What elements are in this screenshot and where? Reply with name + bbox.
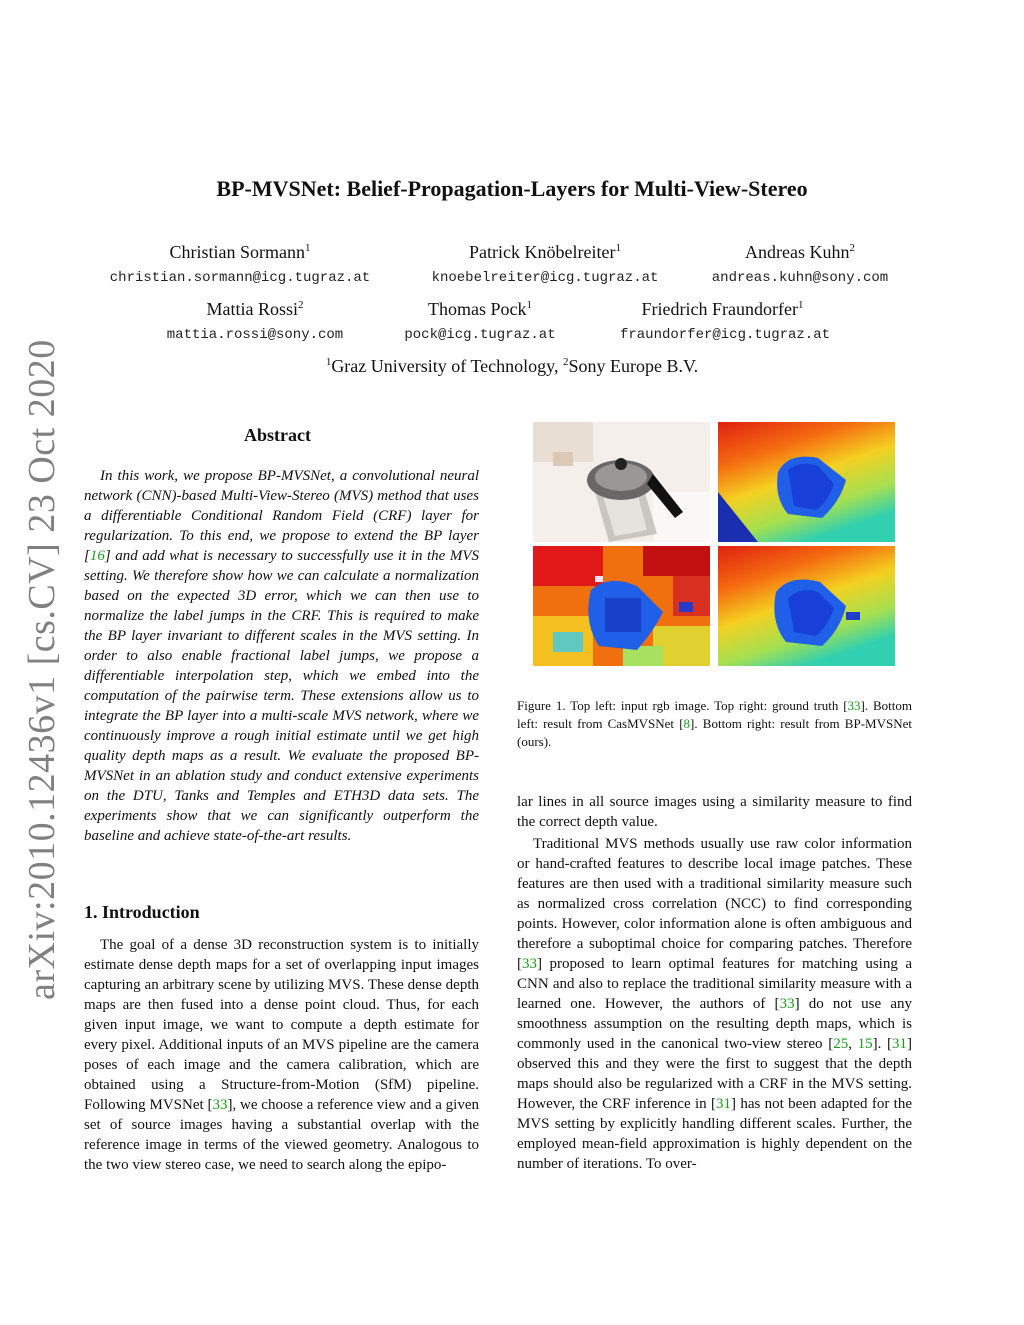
affiliations: $^1$Graz University of Technology, $^2$Sony Europe B.V. [325, 356, 699, 376]
author-email: christian.sormann@icg.tugraz.at [109, 270, 371, 286]
citation-link[interactable]: 33 [522, 956, 537, 972]
input-rgb-image [533, 422, 710, 542]
paragraph: lar lines in all source images using a similarity measure to find the correct depth value. [517, 794, 912, 830]
author-email: fraundorfer@icg.tugraz.at [619, 327, 831, 343]
abstract-heading: Abstract [244, 425, 311, 445]
figure-1-caption: Figure 1. Top left: input rgb image. Top right: ground truth [33]. Bottom left: result from CasMVSNet [8]. Bottom right: result from BP-MVSNet (ours). [517, 698, 912, 749]
author-name: Friedrich Fraundorfer$^1$ [641, 299, 804, 319]
paragraph: Traditional MVS methods usually use raw color information or hand-crafted features to describe local image patches. These features are then used with a traditional similarity measure such as normalized cross correlation (NCC) to find corresponding points. However, color information alone is often ambiguous and therefore a suboptimal choice for comparing patches. Therefore [33] proposed to learn optimal features for matching using a CNN and also to replace the traditional similarity measure with a learned one. However, the authors of [33] do not use any smoothness assumption on the resulting depth maps, which is commonly used in the canonical two-view stereo [25, 15]. [31] observed this and they were the first to suggest that the depth maps should also be regularized with a CRF in the MVS setting. However, the CRF inference in [31] has not been adapted for the MVS setting by explicitly handling different scales. Further, the employed mean-field approximation is highly dependent on the number of iterations. To over- [517, 836, 913, 1172]
casmvsnet-result [533, 546, 710, 666]
author-email: knoebelreiter@icg.tugraz.at [431, 270, 659, 286]
citation-link[interactable]: 16 [89, 548, 105, 564]
citation-link[interactable]: 8 [683, 716, 691, 731]
author-email: mattia.rossi@sony.com [166, 327, 344, 343]
citation-link[interactable]: 15 [857, 1036, 873, 1052]
citation-link[interactable]: 25 [833, 1036, 849, 1052]
author-name: Christian Sormann$^1$ [169, 242, 311, 262]
citation-link[interactable]: 33 [212, 1097, 228, 1113]
section-heading-introduction: 1. Introduction [84, 902, 200, 922]
ground-truth-depth [718, 422, 895, 542]
author-name: Andreas Kuhn$^2$ [745, 242, 855, 262]
figure-1 [533, 422, 895, 666]
abstract-body: In this work, we propose BP-MVSNet, a convolutional neural network (CNN)-based Multi-View-Stereo (MVS) method that uses a differentiable Conditional Random Field (CRF) layer for regularization. To this end, we propose to extend the BP layer [16] and add what is necessary to successfully use it in the MVS setting. We therefore show how we can calculate a normalization based on the expected 3D error, which we can then use to normalize the label jumps in the CRF. This is required to make the BP layer invariant to different scales in the MVS setting. In order to also enable fractional label jumps, we propose a differentiable interpolation step, which we embed into the computation of the pairwise term. These extensions allow us to integrate the BP layer into a multi-scale MVS network, where we continuously improve a rough initial estimate until we get high quality depth maps as a result. We evaluate the proposed BP-MVSNet in an ablation study and conduct extensive experiments on the DTU, Tanks and Temples and ETH3D data sets. The experiments show that we can significantly outperform the baseline and achieve state-of-the-art results. [84, 468, 479, 844]
author-name: Thomas Pock$^1$ [428, 299, 532, 319]
citation-link[interactable]: 33 [779, 996, 795, 1012]
author-name: Patrick Knöbelreiter$^1$ [469, 242, 621, 262]
author-email: andreas.kuhn@sony.com [711, 270, 889, 286]
author-email: pock@icg.tugraz.at [404, 327, 556, 343]
citation-link[interactable]: 33 [847, 698, 861, 713]
bp-mvsnet-result [718, 546, 895, 666]
arxiv-identifier: arXiv:2010.12436v1 [cs.CV] 23 Oct 2020 [21, 339, 63, 1000]
intro-body: The goal of a dense 3D reconstruction system is to initially estimate dense depth maps for a set of overlapping input images capturing an arbitrary scene by utilizing MVS. These dense depth maps are then fused into a dense point cloud. Thus, for each given input image, we want to compute a depth estimate for every pixel. Additional inputs of an MVS pipeline are the camera poses of each image and the camera calibration, which are obtained using a Structure-from-Motion (SfM) pipeline. Following MVSNet [33], we choose a reference view and a given set of source images having a substantial overlap with the reference image in terms of the viewed geometry. Analogous to the two view stereo case, we need to search along the epipo- [84, 937, 479, 1173]
citation-link[interactable]: 31 [715, 1096, 731, 1112]
citation-link[interactable]: 31 [892, 1036, 908, 1052]
author-name: Mattia Rossi$^2$ [206, 299, 304, 319]
paper-title: BP-MVSNet: Belief-Propagation-Layers for Multi-View-Stereo [216, 176, 808, 201]
right-column-body [517, 792, 912, 1174]
